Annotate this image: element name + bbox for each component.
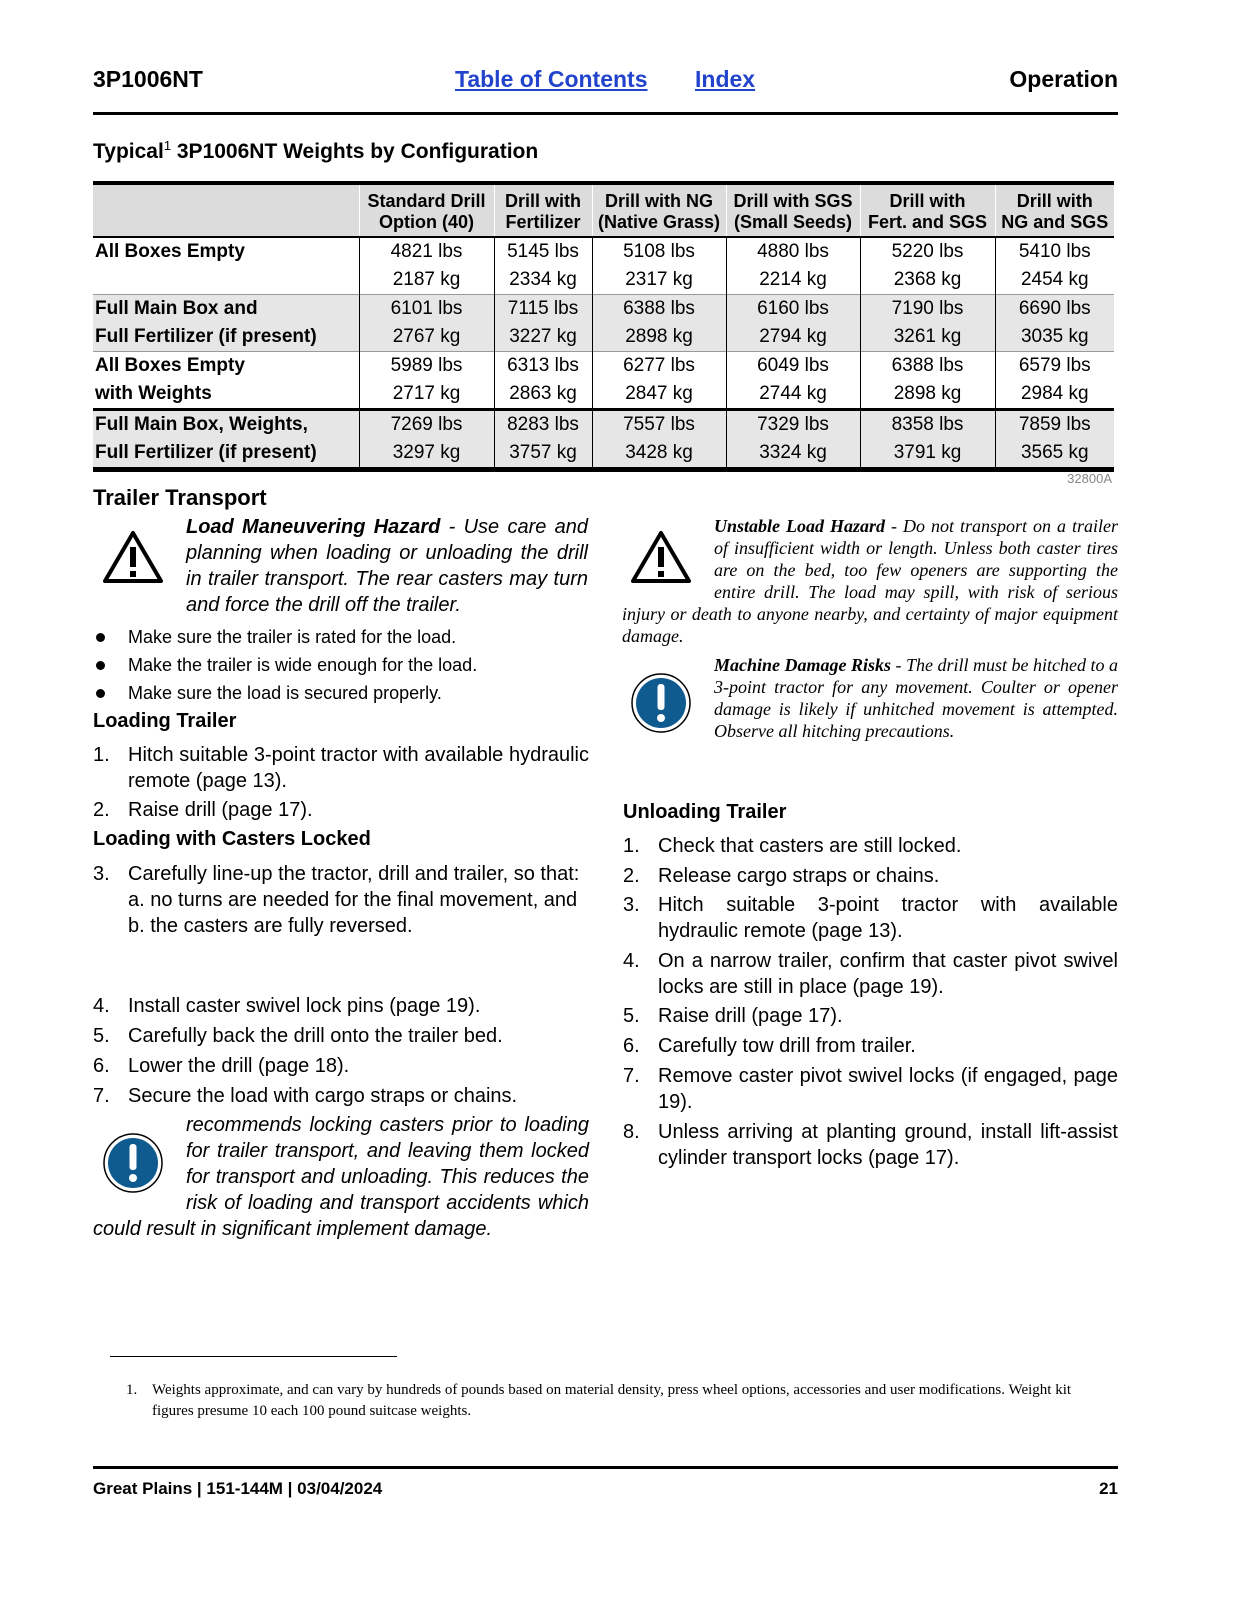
row-label — [93, 266, 359, 295]
list-item: 8. Unless arriving at planting ground, install lift-assist cylinder transport locks (page 17). — [623, 1121, 1118, 1169]
cell-kg: 2794 kg — [726, 323, 860, 352]
table-header-blank — [93, 183, 359, 237]
cell-lbs: 6579 lbs — [995, 352, 1114, 381]
notice-exclamation-circle-icon — [630, 672, 692, 734]
cell-lbs: 6049 lbs — [726, 352, 860, 381]
list-item: 4. On a narrow trailer, confirm that caster pivot swivel locks are still in place (page 19). — [623, 950, 1118, 998]
figure-number: 32800A — [1067, 471, 1112, 486]
column-header: Drill with NG (Native Grass) — [592, 183, 726, 237]
load-maneuvering-hazard: Load Maneuvering Hazard - Use care and planning when loading or unloading the drill in trailer transport. The rear casters may turn and force the drill off the trailer. — [186, 516, 589, 616]
row-label: Full Main Box, Weights, — [93, 410, 359, 440]
column-header: Drill with NG and SGS — [995, 183, 1114, 237]
cell-kg: 3261 kg — [860, 323, 995, 352]
cell-kg: 3428 kg — [592, 439, 726, 470]
cell-lbs: 8283 lbs — [494, 410, 592, 440]
list-item: 7. Remove caster pivot swivel locks (if engaged, page 19). — [623, 1065, 1118, 1113]
footer-rule — [93, 1466, 1118, 1469]
list-item: 7. Secure the load with cargo straps or chains. — [93, 1085, 518, 1107]
table-header-row — [93, 183, 1114, 237]
cell-lbs: 5108 lbs — [592, 237, 726, 266]
list-item: 6. Carefully tow drill from trailer. — [623, 1035, 916, 1057]
header-rule — [93, 112, 1118, 115]
cell-kg: 3297 kg — [359, 439, 494, 470]
bullet-icon — [96, 661, 105, 670]
cell-kg: 2717 kg — [359, 380, 494, 410]
footer-doc-info: Great Plains | 151-144M | 03/04/2024 — [93, 1479, 383, 1498]
table-row — [93, 380, 1114, 410]
cell-lbs: 8358 lbs — [860, 410, 995, 440]
table-row — [93, 352, 1114, 381]
loading-trailer-heading: Loading Trailer — [93, 710, 237, 732]
cell-kg: 2317 kg — [592, 266, 726, 295]
cell-kg: 2898 kg — [592, 323, 726, 352]
row-label: Full Fertilizer (if present) — [93, 439, 359, 470]
cell-lbs: 6388 lbs — [860, 352, 995, 381]
cell-lbs: 7269 lbs — [359, 410, 494, 440]
list-item: 2. Release cargo straps or chains. — [623, 865, 940, 887]
cell-lbs: 6277 lbs — [592, 352, 726, 381]
cell-lbs: 4821 lbs — [359, 237, 494, 266]
footnote-ref: 1 — [163, 138, 172, 153]
warning-triangle-icon — [102, 530, 164, 584]
machine-damage-risks: Machine Damage Risks - The drill must be hitched to a 3-point tractor for any movement. Coulter or opener damage is likely if unhitched movement is attempted. Observe all hitching precautions. — [714, 655, 1118, 741]
cell-lbs: 5220 lbs — [860, 237, 995, 266]
row-label: All Boxes Empty — [95, 241, 245, 262]
table-row — [93, 439, 1114, 470]
list-item: 6. Lower the drill (page 18). — [93, 1055, 350, 1077]
cell-kg: 2767 kg — [359, 323, 494, 352]
table-row — [93, 295, 1114, 324]
list-item: 4. Install caster swivel lock pins (page 19). — [93, 995, 481, 1017]
bullet-icon — [96, 633, 105, 642]
cell-kg: 2214 kg — [726, 266, 860, 295]
cell-lbs: 6101 lbs — [359, 295, 494, 324]
cell-kg: 2187 kg — [359, 266, 494, 295]
cell-kg: 3757 kg — [494, 439, 592, 470]
cell-lbs: 6160 lbs — [726, 295, 860, 324]
row-label: with Weights — [95, 383, 212, 404]
cell-lbs: 5989 lbs — [359, 352, 494, 381]
column-header: Standard Drill Option (40) — [359, 183, 494, 237]
cell-lbs: 7859 lbs — [995, 410, 1114, 440]
cell-kg: 3227 kg — [494, 323, 592, 352]
bullet-icon — [96, 689, 105, 698]
cell-kg: 2334 kg — [494, 266, 592, 295]
cell-lbs: 6388 lbs — [592, 295, 726, 324]
row-label: Full Main Box and — [93, 295, 359, 324]
list-item: 1. Check that casters are still locked. — [623, 835, 962, 857]
cell-kg: 2744 kg — [726, 380, 860, 410]
table-row — [93, 266, 1114, 295]
header-model: 3P1006NT — [93, 66, 203, 92]
cell-kg: 2898 kg — [860, 380, 995, 410]
cell-kg: 2368 kg — [860, 266, 995, 295]
cell-kg: 2984 kg — [995, 380, 1114, 410]
list-item: 1. Hitch suitable 3-point tractor with available hydraulic remote (page 13). — [93, 744, 589, 792]
cell-kg: 3035 kg — [995, 323, 1114, 352]
cell-lbs: 5410 lbs — [995, 237, 1114, 266]
trailer-transport-heading: Trailer Transport — [93, 485, 267, 510]
column-header: Drill with SGS (Small Seeds) — [726, 183, 860, 237]
list-item: 2. Raise drill (page 17). — [93, 799, 313, 821]
loading-casters-locked-heading: Loading with Casters Locked — [93, 828, 371, 850]
column-header: Drill with Fert. and SGS — [860, 183, 995, 237]
cell-kg: 2863 kg — [494, 380, 592, 410]
cell-kg: 3324 kg — [726, 439, 860, 470]
list-item: Make the trailer is wide enough for the load. — [96, 652, 596, 678]
row-label: Full Fertilizer (if present) — [93, 323, 359, 352]
weights-table — [93, 181, 1114, 472]
cell-kg: 2847 kg — [592, 380, 726, 410]
casters-locked-notice: recommends locking casters prior to loading for trailer transport, and leaving them locked for transport and unloading. This reduces the risk of loading and transport accidents which could result in significant implement damage. — [93, 1114, 589, 1240]
footnote-rule — [110, 1356, 397, 1357]
table-row — [93, 237, 1114, 266]
footnote: 1. Weights approximate, and can vary by hundreds of pounds based on material density, press wheel options, accessories and user modifications. Weight kit figures presume 10 each 100 pound suitcase weights. — [126, 1382, 1072, 1419]
unstable-load-hazard: Unstable Load Hazard - Do not transport on a trailer of insufficient width or length. Unless both caster tires are on the bed, too few openers are supporting the entire drill. The load may spill, with risk of serious injury or death to anyone nearby, and certainty of major equipment damage. — [622, 516, 1119, 646]
cell-lbs: 7329 lbs — [726, 410, 860, 440]
list-item: 5. Carefully back the drill onto the trailer bed. — [93, 1025, 503, 1047]
list-item: 3. Carefully line-up the tractor, drill and trailer, so that: a. no turns are needed for the final movement, and b. the casters are fully reversed. — [93, 863, 580, 937]
page-number: 21 — [1099, 1479, 1118, 1498]
table-title: Typical$^1$ 3P1006NT Weights by Configuration — [93, 138, 539, 163]
cell-kg: 2454 kg — [995, 266, 1114, 295]
cell-lbs: 6313 lbs — [494, 352, 592, 381]
row-label: All Boxes Empty — [93, 352, 359, 381]
table-of-contents-link[interactable]: Table of Contents — [455, 66, 648, 92]
cell-lbs: 5145 lbs — [494, 237, 592, 266]
list-item: 5. Raise drill (page 17). — [623, 1005, 843, 1027]
cell-lbs: 6690 lbs — [995, 295, 1114, 324]
index-link[interactable]: Index — [695, 66, 756, 92]
table-row — [93, 410, 1114, 440]
cell-lbs: 7557 lbs — [592, 410, 726, 440]
header-section: Operation — [1009, 66, 1118, 92]
cell-lbs: 4880 lbs — [726, 237, 860, 266]
unloading-trailer-heading: Unloading Trailer — [623, 801, 787, 823]
list-item: Make sure the trailer is rated for the load. — [96, 624, 596, 650]
table-row — [93, 323, 1114, 352]
column-header: Drill with Fertilizer — [494, 183, 592, 237]
cell-kg: 3565 kg — [995, 439, 1114, 470]
list-item: 3. Hitch suitable 3-point tractor with available hydraulic remote (page 13). — [623, 894, 1118, 942]
list-item: Make sure the load is secured properly. — [96, 680, 596, 706]
cell-kg: 3791 kg — [860, 439, 995, 470]
cell-lbs: 7190 lbs — [860, 295, 995, 324]
cell-lbs: 7115 lbs — [494, 295, 592, 324]
